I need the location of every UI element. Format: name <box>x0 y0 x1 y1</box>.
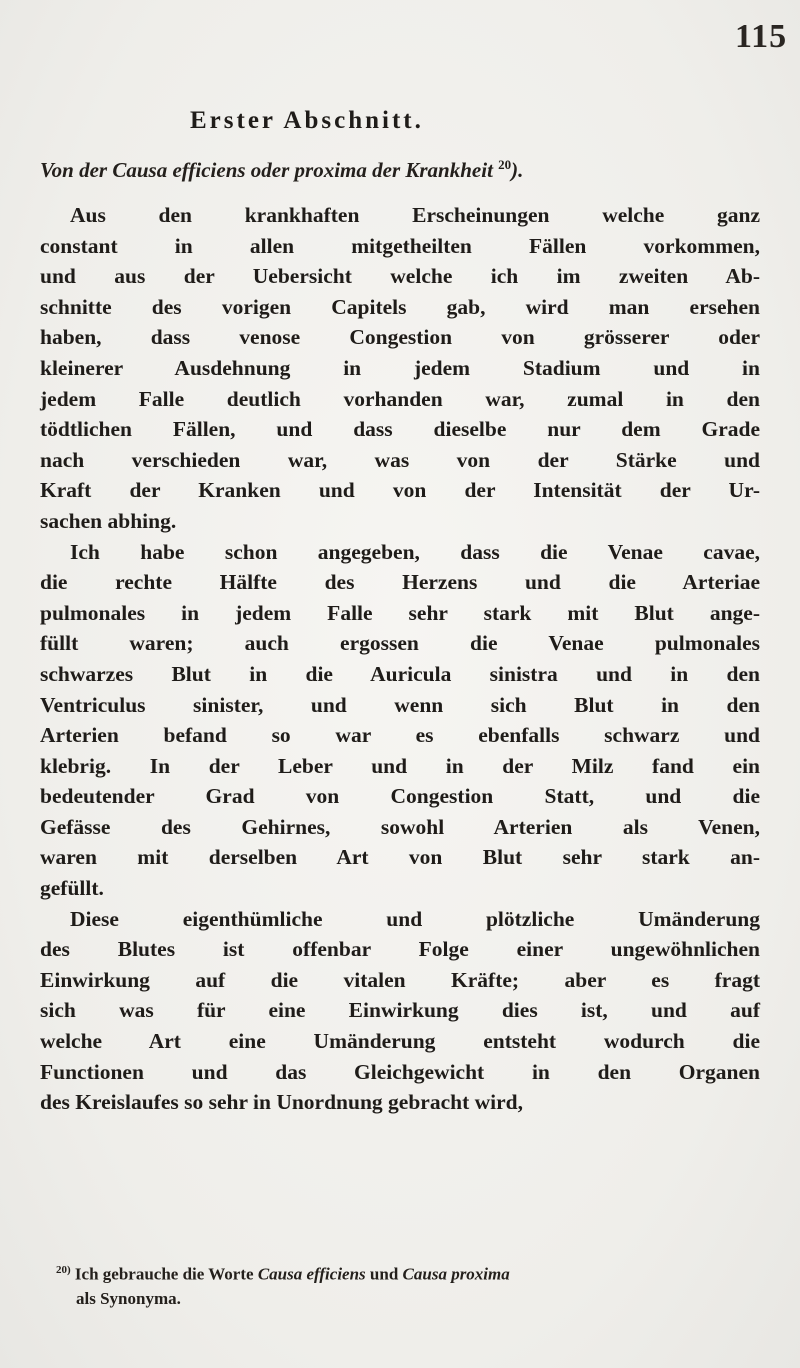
text-line: pulmonales in jedem Falle sehr stark mit Blut ange- <box>40 600 760 625</box>
text-line: kleinerer Ausdehnung in jedem Stadium und in <box>40 355 760 380</box>
text-line: Einwirkung auf die vitalen Kräfte; aber es fragt <box>40 967 760 992</box>
footnote-mark: 20) <box>56 1264 71 1276</box>
footnote <box>56 1258 756 1311</box>
footnote-reference: 20 <box>498 157 512 172</box>
text-line: haben, dass venose Congestion von grösserer oder <box>40 325 760 350</box>
page-number: 115 <box>735 18 788 55</box>
footnote-text: und <box>369 1264 399 1284</box>
text-line: Diese eigenthümliche und plötzliche Umänderung <box>70 906 760 931</box>
paragraph <box>40 537 760 904</box>
body-text <box>40 200 760 1118</box>
text-line: füllt waren; auch ergossen die Venae pulmonales <box>40 631 760 656</box>
text-line: schwarzes Blut in die Auricula sinistra und in den <box>40 661 760 686</box>
text-line: die rechte Hälfte des Herzens und die Arteriae <box>40 570 760 595</box>
subtitle-text: Von der Causa efficiens oder proxima der Krankheit <box>40 158 493 182</box>
text-line: constant in allen mitgetheilten Fällen vorkommen, <box>40 233 760 258</box>
text-line: Ventriculus sinister, und wenn sich Blut in den <box>40 692 760 717</box>
text-line: sich was für eine Einwirkung dies ist, und auf <box>40 998 760 1023</box>
text-line: bedeutender Grad von Congestion Statt, und die <box>40 784 760 809</box>
text-line: Arterien befand so war es ebenfalls schwarz und <box>40 723 760 748</box>
text-line: jedem Falle deutlich vorhanden war, zumal in den <box>40 386 760 411</box>
footnote-term: Causa efficiens <box>257 1264 366 1284</box>
footnote-line <box>56 1258 756 1287</box>
text-line: schnitte des vorigen Capitels gab, wird man ersehen <box>40 294 760 319</box>
text-line: Gefässe des Gehirnes, sowohl Arterien als Venen, <box>40 814 760 839</box>
text-line: des Kreislaufes so sehr in Unordnung gebracht wird, <box>40 1090 524 1115</box>
text-line: gefüllt. <box>40 876 104 901</box>
text-line: des Blutes ist offenbar Folge einer ungewöhnlichen <box>40 937 760 962</box>
text-line: Aus den krankhaften Erscheinungen welche ganz <box>70 203 760 227</box>
paragraph <box>40 200 760 537</box>
chapter-subtitle <box>40 157 760 183</box>
text-line: tödtlichen Fällen, und dass dieselbe nur dem Grade <box>40 417 760 442</box>
text-line: waren mit derselben Art von Blut sehr stark an- <box>40 845 760 870</box>
text-line: welche Art eine Umänderung entsteht wodurch die <box>40 1029 760 1054</box>
text-line: Functionen und das Gleichgewicht in den Organen <box>40 1059 760 1084</box>
footnote-line: als Synonyma. <box>76 1288 181 1308</box>
text-line: nach verschieden war, was von der Stärke und <box>40 447 760 472</box>
text-line: sachen abhing. <box>40 508 177 533</box>
section-title: Erster Abschnitt. <box>190 107 424 134</box>
footnote-text: Ich gebrauche die Worte <box>74 1264 254 1284</box>
text-line: und aus der Uebersicht welche ich im zweiten Ab- <box>40 264 760 289</box>
text-line: klebrig. In der Leber und in der Milz fand ein <box>40 753 760 778</box>
text-line: Kraft der Kranken und von der Intensität der Ur- <box>40 478 760 503</box>
subtitle-end: ). <box>511 158 524 182</box>
text-line: Ich habe schon angegeben, dass die Venae cavae, <box>70 539 760 564</box>
paragraph <box>40 904 760 1118</box>
footnote-term: Causa proxima <box>402 1264 510 1284</box>
